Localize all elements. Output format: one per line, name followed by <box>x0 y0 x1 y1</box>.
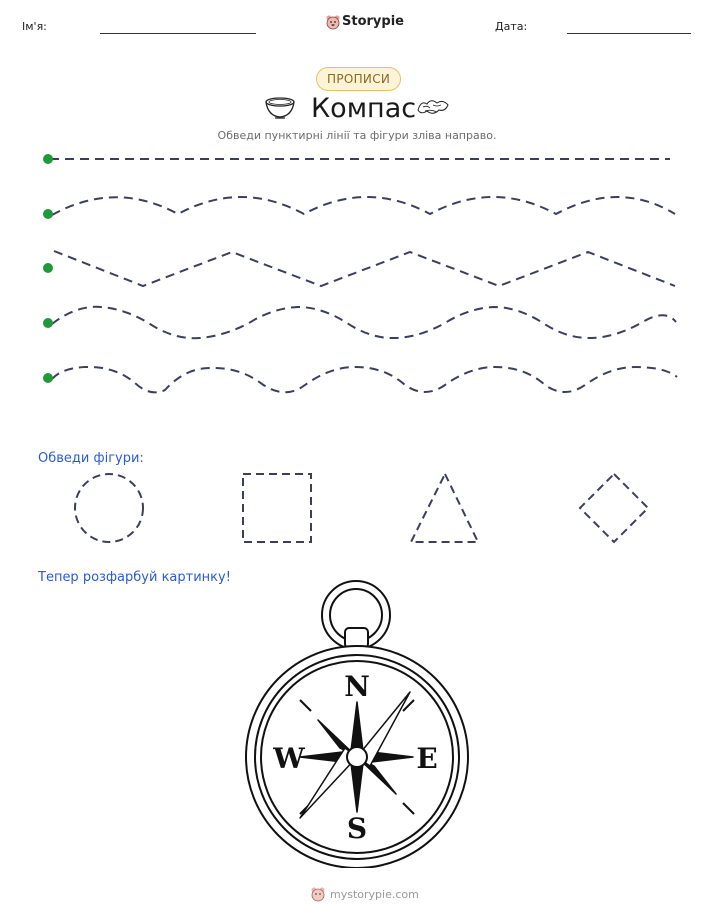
brand-logo <box>325 13 404 33</box>
start-dot <box>43 263 53 273</box>
worksheet-badge: ПРОПИСИ <box>316 67 401 91</box>
compass-letter-s: S <box>346 812 368 845</box>
dashed-square <box>243 474 311 542</box>
bowl-icon <box>264 94 296 122</box>
date-label: Дата: <box>495 20 528 33</box>
start-dot <box>43 154 53 164</box>
dashed-triangle <box>411 474 478 542</box>
compass-drawing <box>240 578 475 868</box>
start-dot <box>43 318 53 328</box>
page-title: Компас <box>311 93 417 124</box>
tracing-shapes <box>0 465 714 550</box>
compass-letter-w: W <box>273 742 305 775</box>
date-line <box>567 33 691 34</box>
tracing-line-wave <box>52 307 676 338</box>
footer-site: mystorypie.com <box>330 888 419 901</box>
bear-logo-icon <box>325 14 341 30</box>
tracing-lines <box>0 140 714 400</box>
tracing-line-arcs <box>52 197 675 215</box>
coloring-heading: Тепер розфарбуй картинку! <box>38 570 231 585</box>
compass-letter-n: N <box>344 670 370 703</box>
subtitle: Обведи пунктирні лінії та фігури зліва направо. <box>217 129 497 142</box>
map-doodle-icon <box>415 96 451 118</box>
start-dot <box>43 373 53 383</box>
shapes-heading: Обведи фігури: <box>38 451 144 466</box>
brand-name: Storypie <box>342 14 404 29</box>
name-line <box>100 33 256 34</box>
compass-letter-e: E <box>416 742 438 775</box>
compass-stem <box>345 628 368 648</box>
start-dot <box>43 209 53 219</box>
footer <box>310 886 420 904</box>
name-label: Ім'я: <box>22 20 47 33</box>
dashed-diamond <box>580 474 648 542</box>
bear-logo-icon <box>310 886 326 902</box>
tracing-line-zigzag <box>54 251 675 286</box>
dashed-circle <box>75 474 143 542</box>
tracing-line-bumps <box>52 367 677 392</box>
